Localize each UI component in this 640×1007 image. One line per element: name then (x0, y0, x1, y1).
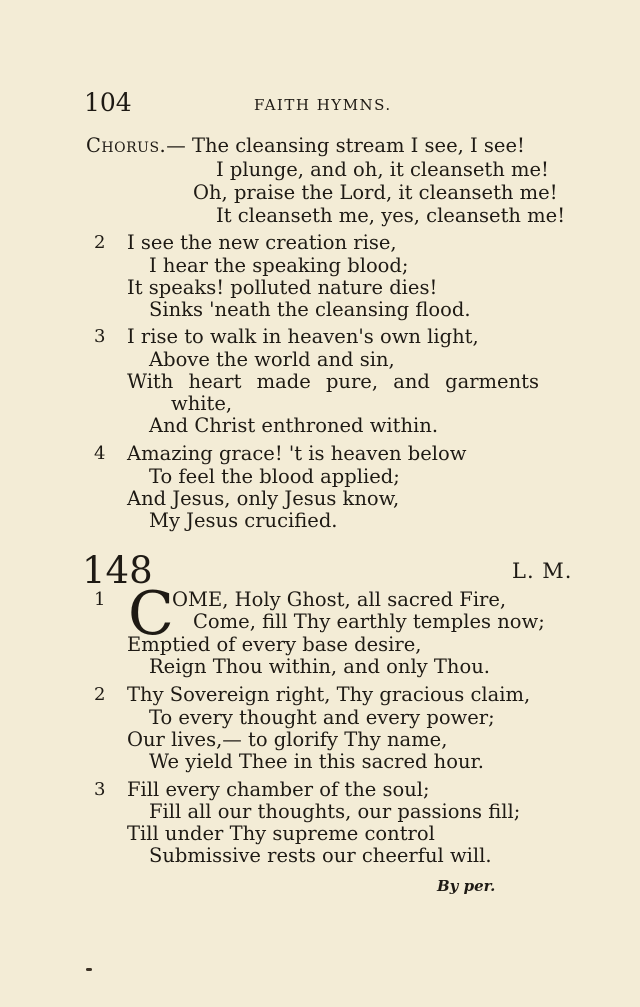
chorus-line-1 (86, 136, 525, 156)
verse-line: It speaks! polluted nature dies! (127, 276, 438, 299)
verse-line: Amazing grace! 't is heaven below (127, 442, 467, 465)
permission-note: By per. (437, 877, 496, 895)
verse-line: Come, fill Thy earthly temples now; (193, 610, 545, 633)
verse-line: To every thought and every power; (149, 706, 495, 729)
verse-line: OME, Holy Ghost, all sacred Fire, (172, 588, 507, 611)
verse-line: Sinks 'neath the cleansing flood. (149, 298, 471, 321)
page-number: 104 (84, 88, 132, 117)
verse-line: Till under Thy supreme control (127, 822, 435, 845)
chorus-text: — The cleansing stream I see, I see! (166, 134, 525, 157)
verse-line: Fill all our thoughts, our passions fill; (149, 800, 521, 823)
verse-line: My Jesus crucified. (149, 509, 338, 532)
chorus-line-4: It cleanseth me, yes, cleanseth me! (216, 204, 566, 227)
verse-line: Fill every chamber of the soul; (127, 778, 430, 801)
verse-line: We yield Thee in this sacred hour. (149, 750, 484, 773)
verse-line: I see the new creation rise, (127, 231, 397, 254)
stanza-number: 1 (94, 589, 106, 610)
running-title: FAITH HYMNS. (254, 96, 392, 114)
hymn-meter: L. M. (512, 559, 573, 583)
page-header (84, 88, 584, 118)
verse-line: Thy Sovereign right, Thy gracious claim, (127, 683, 531, 706)
stanza-number: 4 (94, 443, 106, 464)
verse-line: And Jesus, only Jesus know, (127, 487, 400, 510)
stanza-number: 2 (94, 232, 106, 253)
stanza-number: 3 (94, 326, 106, 347)
chorus-label: Chorus. (86, 134, 167, 157)
verse-line: Above the world and sin, (149, 348, 395, 371)
stanza-number: 3 (94, 779, 106, 800)
verse-line: white, (171, 392, 233, 415)
verse-line: I hear the speaking blood; (149, 254, 409, 277)
drop-cap: C (128, 579, 174, 649)
verse-line: With heart made pure, and garments (127, 370, 539, 393)
verse-line: Submissive rests our cheerful will. (149, 844, 492, 867)
verse-line: I rise to walk in heaven's own light, (127, 325, 479, 348)
chorus-line-3: Oh, praise the Lord, it cleanseth me! (193, 181, 558, 204)
verse-line: Emptied of every base desire, (127, 633, 422, 656)
verse-line: Our lives,— to glorify Thy name, (127, 728, 448, 751)
verse-line: And Christ enthroned within. (149, 414, 439, 437)
stanza-number: 2 (94, 684, 106, 705)
verse-line: To feel the blood applied; (149, 465, 400, 488)
ink-speck (86, 968, 92, 971)
chorus-line-2: I plunge, and oh, it cleanseth me! (216, 158, 549, 181)
hymn-number: 148 (82, 549, 153, 592)
verse-line: Reign Thou within, and only Thou. (149, 655, 490, 678)
